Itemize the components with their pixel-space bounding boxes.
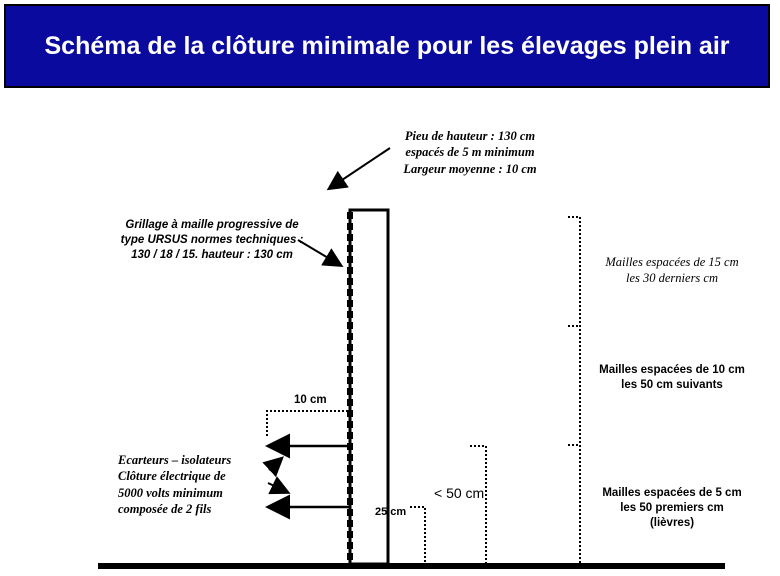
zone-top-line: les 30 derniers cm bbox=[626, 271, 718, 286]
zone-mid-line: les 50 cm suivants bbox=[621, 378, 723, 391]
h25-label: 25 cm bbox=[375, 506, 407, 518]
electric-label-line: Clôture électrique de bbox=[118, 469, 226, 484]
post-label bbox=[390, 128, 550, 177]
zone-mid-label bbox=[590, 363, 754, 393]
zone-top-line: Mailles espacées de 15 cm bbox=[605, 255, 739, 269]
zone-mid-line: Mailles espacées de 10 cm bbox=[599, 364, 745, 376]
page-title: Schéma de la clôture minimale pour les élevages plein air bbox=[44, 31, 730, 60]
offset-bracket bbox=[267, 411, 350, 436]
zone-top-label bbox=[592, 254, 752, 287]
electric-label-line: Ecarteurs – isolateurs bbox=[118, 453, 232, 467]
electric-label-line: composée de 2 fils bbox=[118, 501, 212, 516]
insulator-arrow-lower bbox=[268, 483, 287, 492]
offset-label: 10 cm bbox=[294, 394, 327, 406]
insulator-arrow-upper bbox=[269, 459, 281, 470]
post-label-line: Pieu de hauteur : 130 cm bbox=[404, 129, 536, 143]
post-pointer-arrow bbox=[330, 148, 390, 188]
zone-bot-line: (lièvres) bbox=[649, 516, 695, 529]
electric-label-line: 5000 volts minimum bbox=[118, 485, 223, 500]
post-label-line: Largeur moyenne : 10 cm bbox=[403, 161, 537, 176]
electric-label bbox=[118, 452, 248, 517]
mesh-label-line: Grillage à maille progressive de bbox=[125, 219, 299, 231]
post-label-line: espacés de 5 m minimum bbox=[405, 145, 535, 160]
under-50-label: < 50 cm bbox=[434, 485, 485, 501]
mesh-label bbox=[116, 218, 308, 263]
zone-bot-line: les 50 premiers cm bbox=[620, 501, 724, 514]
zone-bot-line: Mailles espacées de 5 cm bbox=[602, 487, 742, 499]
under-50-bracket bbox=[470, 446, 486, 566]
mesh-label-line: type URSUS normes techniques : bbox=[120, 233, 304, 246]
zone-bot-label bbox=[590, 486, 754, 531]
mesh-label-line: 130 / 18 / 15. hauteur : 130 cm bbox=[131, 248, 293, 261]
h25-bracket bbox=[410, 507, 425, 566]
